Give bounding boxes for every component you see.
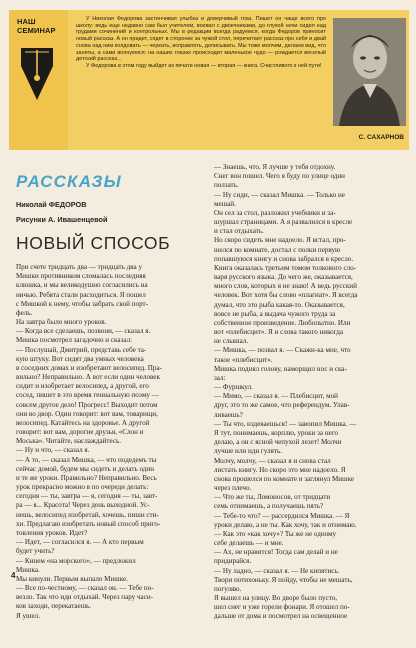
text-line: — Фуршкул. — [214, 383, 253, 392]
text-line: — А то, — сказал Мишка, — что подедемъ ты — [16, 455, 157, 464]
text-line: ничью. Ребята стали расходиться. Я пошел — [16, 290, 146, 299]
text-line: много слов, которых я не знаю! А ведь русский — [214, 282, 357, 291]
text-line: — Кинем «на морского», — предложил — [16, 556, 136, 565]
text-line: — Все по-честному, — сказал он. — Тебе по- — [16, 584, 154, 593]
story-title: НОВЫЙ СПОСОБ — [16, 233, 171, 253]
text-line: Моська». Читайте, наслаждайтесь. — [16, 437, 121, 446]
text-line: придирайся. — [214, 557, 252, 566]
text-line: листать книгу. Но скоро это мне надоело. Я — [214, 465, 346, 474]
text-line: себе делаешь — и мне. — [214, 539, 284, 548]
text-line: — Мимо, — сказал я. — Плебисцит, мой — [214, 392, 338, 401]
text-line: Но скоро сидеть мне надоело. Я встал, про- — [214, 236, 346, 245]
text-line: Мишка посмотрел загадочно и сказал: — [16, 336, 133, 345]
text-line: совсем другое дело! Прогресс! Выходит потом — [16, 400, 158, 409]
text-line: кую штуку. Вот сидят два умных человека — [16, 354, 144, 363]
author-name: Николай ФЕДОРОВ — [16, 200, 87, 209]
rubric-title — [17, 17, 67, 35]
text-line: шуршал страницами. А я развалился в кресле — [214, 218, 353, 227]
text-line: вот «плебисцит». Я и слова такого никогда — [214, 328, 344, 337]
text-line: Мишка поднял голову, наморщил нос и ска- — [214, 364, 347, 373]
text-line — [16, 630, 200, 639]
text-line: ливаешь? — [214, 410, 243, 419]
text-line: — Идет, — согласился я. — А кто первым — [16, 538, 144, 547]
text-line: сосед, пишет в это время гениальную поэму — — [16, 391, 159, 400]
author-photo — [333, 18, 406, 126]
seminar-intro — [76, 16, 326, 70]
text-line: — Ну и что, — сказал я. — [16, 446, 90, 455]
rubric-title-line: НАШ — [17, 17, 36, 26]
text-line: погуляю. — [214, 584, 242, 593]
text-line: ползать. — [214, 181, 239, 190]
text-line: сейчас домой, будем мы сидеть и делать один — [16, 464, 155, 473]
text-line: — Ты что, издеваешься! — завопил Мишка. — — [214, 419, 357, 428]
intro-paragraph: У Федорова в этом году выйдет из печати новая — вторая — книга. Счастливого к ней пути! — [86, 62, 322, 69]
text-line: велосипед. Катайтесь на здоровье. А другой — [16, 418, 150, 427]
text-line: Я тут, понимаешь, корплю, уроки за него — [214, 428, 339, 437]
text-line: Твори потихоньку. Я пойду, чтобы не мешать, — [214, 575, 353, 584]
text-line: мешай. — [214, 199, 236, 208]
text-line: с Мишкой к нему, чтобы забрать свой порт- — [16, 299, 149, 308]
text-line: ков заходи, перекатаешь. — [16, 602, 92, 611]
text-line: — Ну сиди, — сказал Мишка. — Только не — [214, 190, 345, 199]
text-line: — Тебе-то что? — рассердился Мишка. — Я — [214, 511, 350, 520]
text-line: сидит и изобретает велосипед, а другой, его — [16, 382, 149, 391]
text-line: Книга оказалась третьим томом толкового сло- — [214, 263, 357, 272]
text-line: ра — я... Красота! Через день выходной. Ус- — [16, 501, 150, 510]
text-line: и те же уроки. Правильно? Неправильно. Весь — [16, 473, 157, 482]
text-line: На завтра было много уроков. — [16, 318, 107, 327]
text-line: лучше или иди гулять. — [214, 447, 282, 456]
text-line: Мы кинули. Первым выпало Мишке. — [16, 574, 128, 583]
text-line: шелся по комнате, достал с полки первую — [214, 245, 341, 254]
text-line: друг, это то же самое, что референдум. Улав- — [214, 401, 350, 410]
text-line — [16, 621, 200, 630]
text-line: Снег вон пошел. Чего я буду по улице один — [214, 172, 345, 181]
text-line: такое «плебисцит». — [214, 355, 273, 364]
story-column-left — [16, 263, 200, 648]
text-line: Мишки противником сломалась последняя — [16, 272, 146, 281]
text-line: — Знаешь, что. Я лучше у тебя отдохну. — [214, 163, 336, 171]
text-line: зал: — [214, 373, 226, 382]
story-column-right — [214, 163, 402, 622]
text-line: — Ну ладно, — сказал я. — Не кипятись. — [214, 566, 340, 575]
text-line: везло. Так что иди отдыхай. Через пару часи- — [16, 593, 154, 602]
text-line: варя русского языка. До чего же, оказывается, — [214, 273, 353, 282]
text-line: Молчу, молчу, — сказал я и снова стал — [214, 456, 331, 465]
text-line: делаю, а он с ясной чепухой лезет! Молчи — [214, 438, 342, 447]
text-line: в соседних домах и изобретают велосипед. Пра- — [16, 363, 162, 372]
text-line: Я ушел. — [16, 611, 40, 620]
text-line: фель. — [16, 308, 33, 317]
text-line: дальше от дома и посмотрел на освещенное — [214, 612, 348, 621]
text-line: — Послушай, Дмитрий, представь себе та- — [16, 345, 147, 354]
text-line: вильно? Неправильно. А вот если один человек — [16, 373, 160, 382]
text-line: товления уроков. Идет? — [16, 528, 88, 537]
page-number: 4 — [11, 571, 16, 580]
text-line: не слышал. — [214, 337, 249, 346]
text-line: собственное произведение. Любопытно. Или — [214, 318, 351, 327]
text-line: нешь, велосипед изобретай, хочешь, пиши сти- — [16, 510, 159, 519]
seminar-header — [9, 10, 409, 150]
text-line: клюшка, и мы великодушно согласились на — [16, 281, 148, 290]
seminar-rubric-panel — [9, 10, 68, 150]
text-line: — Ах, не нравится! Тогда сам делай и не — [214, 548, 338, 557]
text-line: снова прошелся по комнате и заглянул Мишке — [214, 474, 354, 483]
text-line: Я вышел на улицу. Во дворе было пусто, — [214, 594, 338, 603]
intro-paragraph: У Николая Федорова застенчивая улыбка и доверчивый глаз. Пишет он чаще всего про школу: ведь еще недавно сам был учителем, воевал с двоечниками, до глухой ночи сидел над грудами сочинений и контрольных. Мы в редакции всегда радуемся, когда Федоров приносит новый рассказ. А он придет, сядет в сторонке за чужой стол, перечитает рассказ про себя и двай снова над ним колдовать — черкать, исправлять, дописывать. Мы тоже молчим, делаем вид, что заняты, а сами волнуемся: на наших глазах происходит маленькое чудо — рождается веселый детский рассказ... — [76, 16, 326, 63]
text-line: — Когда все сделаешь, позвони, — сказал я. — [16, 327, 151, 336]
text-line: попавшуюся книгу и снова забрался в кресло. — [214, 254, 354, 263]
text-line: думал, что это рыба какая-то. Оказывается, — [214, 300, 345, 309]
text-line: семь отнимаешь, а получаешь пять? — [214, 502, 324, 511]
text-line: будет учить? — [16, 547, 55, 556]
pen-nib-icon — [19, 44, 55, 102]
text-line: При счете тридцать два — тридцать два у — [16, 263, 142, 271]
text-line: шел снег и уже горели фонари. Я отошел по- — [214, 603, 350, 612]
text-line: хи. Предлагаю изобретать новый способ приго- — [16, 519, 161, 528]
text-line: через плечо. — [214, 484, 252, 493]
text-line: уроки делаю, а не ты. Как хочу, так и отнимаю. — [214, 520, 357, 529]
text-line — [16, 639, 200, 648]
text-line: — Что же ты, Ломоносов, от тридцати — [214, 493, 331, 502]
text-line: вовсе не рыба, а выдача чужого труда за — [214, 309, 336, 318]
text-line: они во двор. Один говорит: вот вам, товарищи, — [16, 409, 158, 418]
text-line: урок прекрасно можно в по очереди делать: — [16, 483, 149, 492]
text-line: и стал отдыхать. — [214, 227, 264, 236]
text-line: Он сел за стол, разложил учебники и за- — [214, 208, 336, 217]
text-line: сегодня — ты, завтра — я, сегодня — ты, завт- — [16, 492, 158, 501]
text-line: — Как это «как хочу»? Ты же не одному — [214, 529, 337, 538]
text-line: — Мишка, — позвал я. — Скажи-ка мне, что — [214, 346, 351, 355]
text-line: говорит: вот вам, дорогие друзья, «Слон и — [16, 428, 144, 437]
rubric-title-line: СЕМИНАР — [17, 26, 56, 35]
section-title: РАССКАЗЫ — [16, 172, 122, 191]
signature: С. САХАРНОВ — [358, 134, 404, 141]
text-line: человек. Вот хотя бы слово «плагиат». Я всегда — [214, 291, 358, 300]
text-line: Мишка. — [16, 565, 40, 574]
illustrator-credit: Рисунки А. Ивашенцевой — [16, 215, 108, 224]
